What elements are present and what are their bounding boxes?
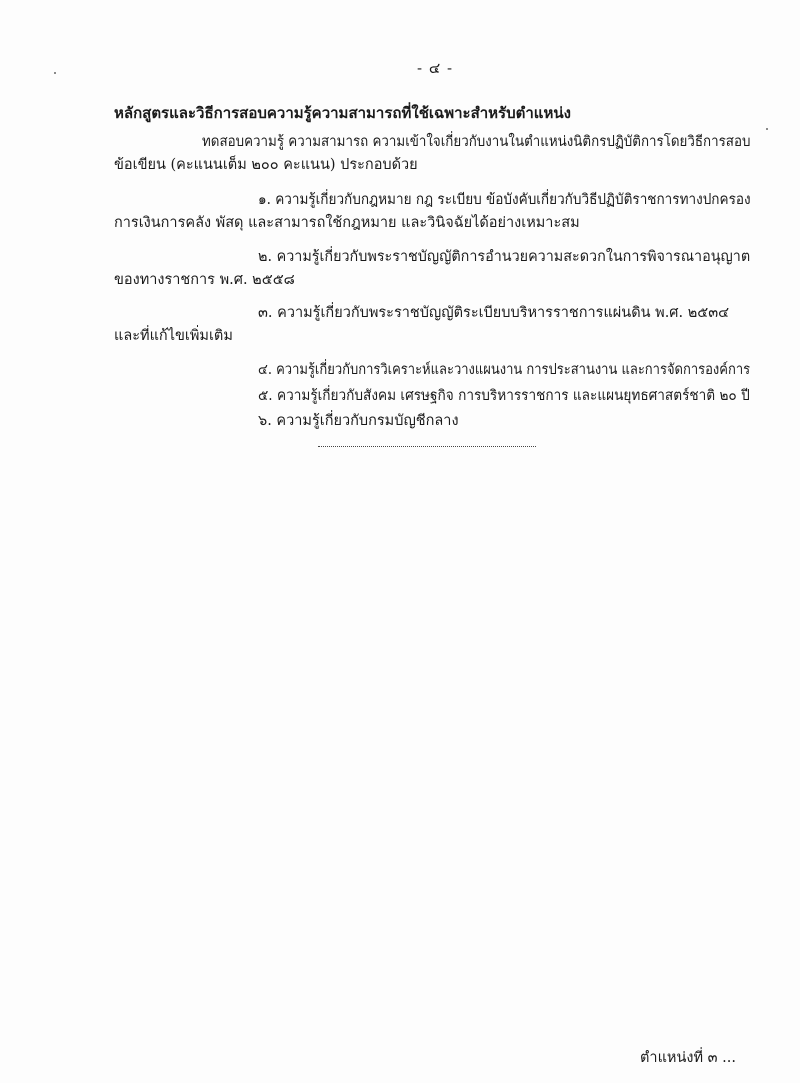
intro-line-1: ทดสอบความรู้ ความสามารถ ความเข้าใจเกี่ยวกับงานในตำแหน่งนิติกรปฏิบัติการโดยวิธีการสอบ: [202, 134, 751, 150]
page-number: - ๔ -: [416, 59, 454, 77]
scan-speck: [54, 72, 56, 74]
item-4-line-1: ๔. ความรู้เกี่ยวกับการวิเคราะห์และวางแผนงาน การประสานงาน และการจัดการองค์การ: [258, 362, 751, 378]
item-3-line-2: และที่แก้ไขเพิ่มเติม: [114, 328, 233, 344]
footer-continuation: ตำแหน่งที่ ๓ ...: [640, 1050, 736, 1066]
item-2-line-2: ของทางราชการ พ.ศ. ๒๕๕๘: [114, 272, 295, 288]
scan-speck: [766, 128, 768, 130]
end-dotted-line: [318, 440, 536, 447]
item-6-line-1: ๖. ความรู้เกี่ยวกับกรมบัญชีกลาง: [258, 413, 459, 429]
item-2-line-1: ๒. ความรู้เกี่ยวกับพระราชบัญญัติการอำนวยความสะดวกในการพิจารณาอนุญาต: [258, 249, 751, 265]
item-1-line-1: ๑. ความรู้เกี่ยวกับกฎหมาย กฎ ระเบียบ ข้อบังคับเกี่ยวกับวิธีปฏิบัติราชการทางปกครอง: [258, 192, 751, 208]
item-3-line-1: ๓. ความรู้เกี่ยวกับพระราชบัญญัติระเบียบบริหารราชการแผ่นดิน พ.ศ. ๒๕๓๔: [258, 305, 730, 321]
item-1-line-2: การเงินการคลัง พัสดุ และสามารถใช้กฎหมาย และวินิจฉัยได้อย่างเหมาะสม: [114, 215, 580, 231]
intro-line-2: ข้อเขียน (คะแนนเต็ม ๒๐๐ คะแนน) ประกอบด้วย: [114, 157, 418, 173]
section-heading: หลักสูตรและวิธีการสอบความรู้ความสามารถที่ใช้เฉพาะสำหรับตำแหน่ง: [114, 104, 571, 122]
item-5-line-1: ๕. ความรู้เกี่ยวกับสังคม เศรษฐกิจ การบริหารราชการ และแผนยุทธศาสตร์ชาติ ๒๐ ปี: [258, 388, 750, 404]
